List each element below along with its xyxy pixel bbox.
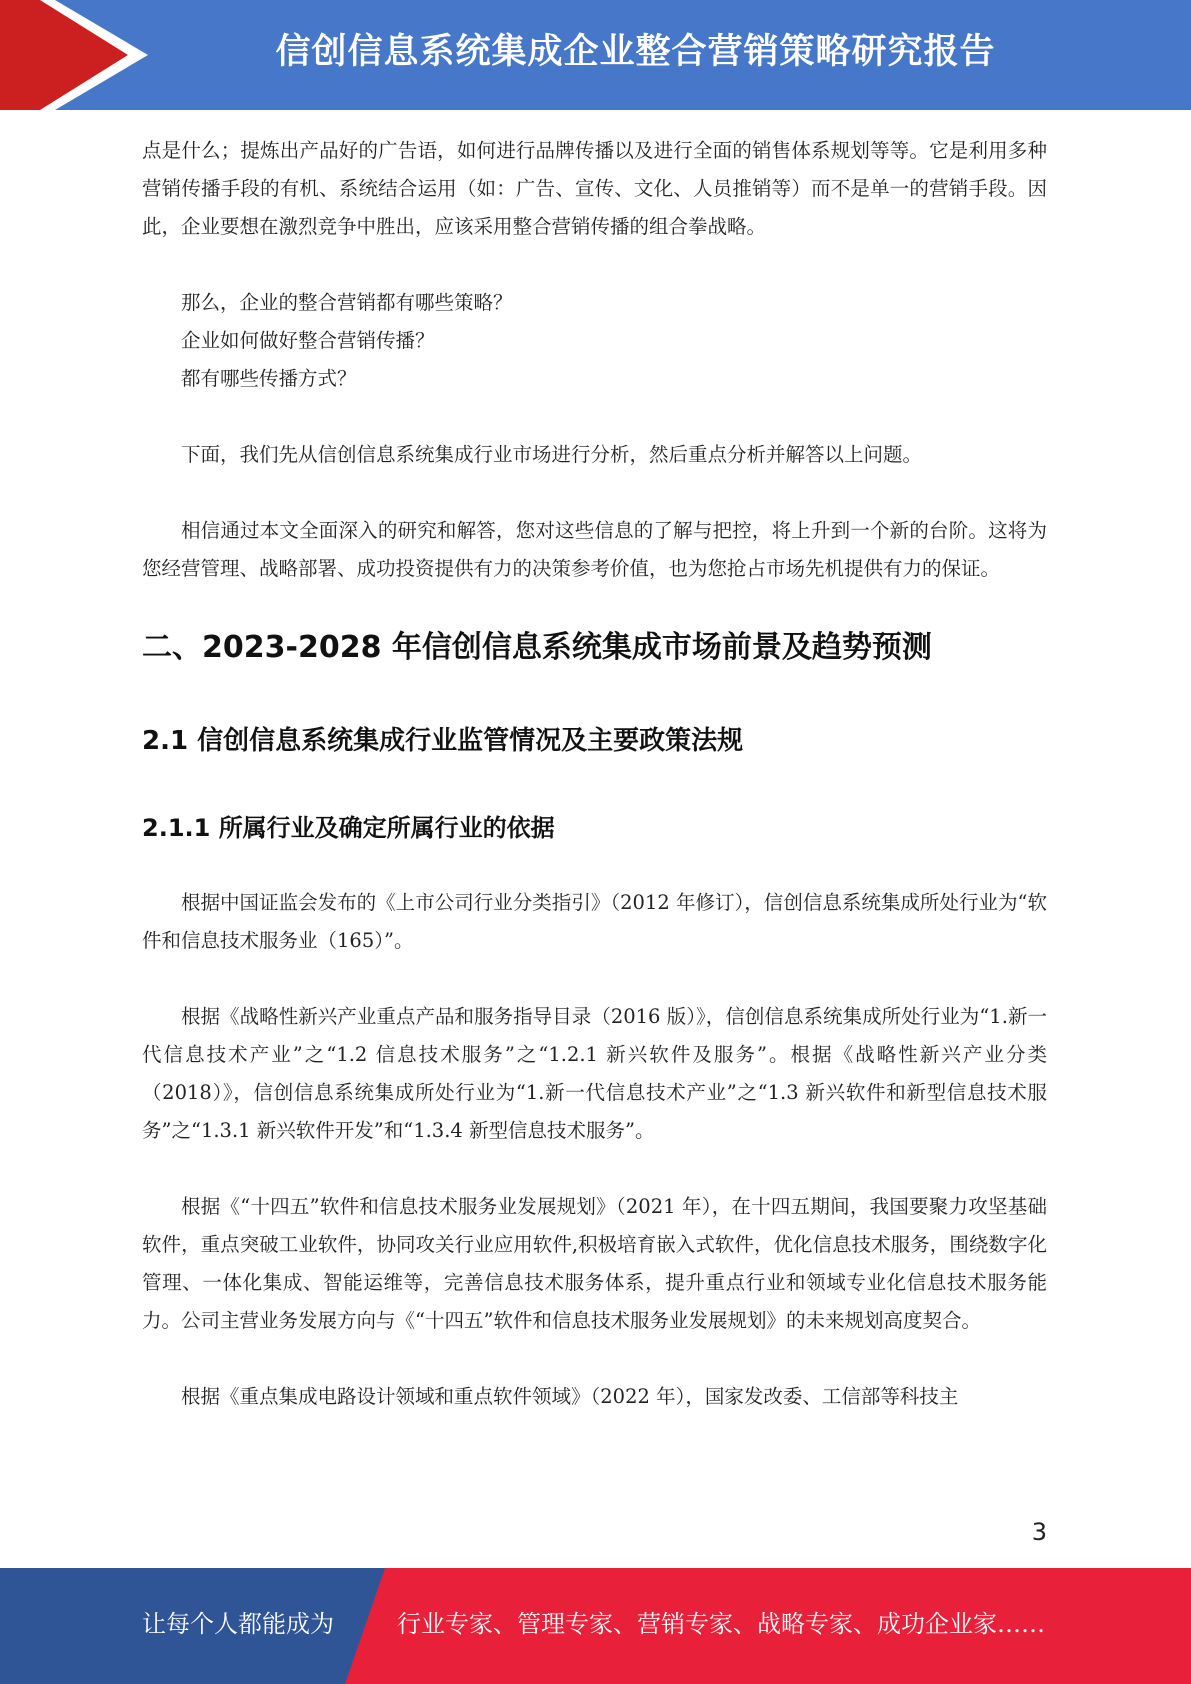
header-title: 信创信息系统集成企业整合营销策略研究报告 — [275, 32, 996, 72]
document-body — [142, 132, 1047, 1416]
question-2: 企业如何做好整合营销传播？ — [181, 329, 435, 352]
subsection-heading: 2.1 信创信息系统集成行业监管情况及主要政策法规 — [142, 726, 744, 756]
footer-slogan-left: 让每个人都能成为 — [142, 1610, 334, 1638]
section-heading: 二、2023-2028 年信创信息系统集成市场前景及趋势预测 — [142, 630, 932, 665]
question-1: 那么，企业的整合营销都有哪些策略？ — [181, 291, 513, 314]
subsubsection-heading: 2.1.1 所属行业及确定所属行业的依据 — [142, 814, 555, 842]
paragraph-3: 相信通过本文全面深入的研究和解答，您对这些信息的了解与把控，将上升到一个新的台阶。这将为您经营管理、战略部署、成功投资提供有力的决策参考价值，也为您抢占市场先机提供有力的保证。 — [142, 519, 1047, 580]
paragraph-2: 下面，我们先从信创信息系统集成行业市场进行分析，然后重点分析并解答以上问题。 — [181, 443, 923, 466]
page-number: 3 — [1031, 1518, 1047, 1546]
footer-slogan-right: 行业专家、管理专家、营销专家、战略专家、成功企业家…… — [397, 1610, 1045, 1638]
paragraph-1: 点是什么；提炼出产品好的广告语，如何进行品牌传播以及进行全面的销售体系规划等等。它是利用多种营销传播手段的有机、系统结合运用（如：广告、宣传、文化、人员推销等）而不是单一的营销手段。因此，企业要想在激烈竞争中胜出，应该采用整合营销传播的组合拳战略。 — [142, 139, 1047, 238]
paragraph-7: 根据《重点集成电路设计领域和重点软件领域》（2022 年），国家发改委、工信部等科技主 — [181, 1385, 959, 1408]
paragraph-4: 根据中国证监会发布的《上市公司行业分类指引》（2012 年修订），信创信息系统集成所处行业为“软件和信息技术服务业（165）”。 — [142, 891, 1047, 952]
page-footer — [0, 1568, 1191, 1684]
question-3: 都有哪些传播方式？ — [181, 367, 357, 390]
paragraph-5: 根据《战略性新兴产业重点产品和服务指导目录（2016 版）》，信创信息系统集成所处行业为“1.新一代信息技术产业”之“1.2 信息技术服务”之“1.2.1 新兴软件及服务”。根据《战略性新兴产业分类（2018）》，信创信息系统集成所处行业为“1.新一代信息技术产业”之“1.3 新兴软件和新型信息技术服务”之“1.3.1 新兴软件开发”和“1.3.4 新型信息技术服务”。 — [142, 1005, 1047, 1142]
page-header — [0, 0, 1191, 110]
paragraph-6: 根据《“十四五”软件和信息技术服务业发展规划》（2021 年），在十四五期间，我国要聚力攻坚基础软件，重点突破工业软件，协同攻关行业应用软件,积极培育嵌入式软件，优化信息技术服务，围绕数字化管理、一体化集成、智能运维等，完善信息技术服务体系，提升重点行业和领域专业化信息技术服务能力。公司主营业务发展方向与《“十四五”软件和信息技术服务业发展规划》的未来规划高度契合。 — [142, 1195, 1047, 1332]
